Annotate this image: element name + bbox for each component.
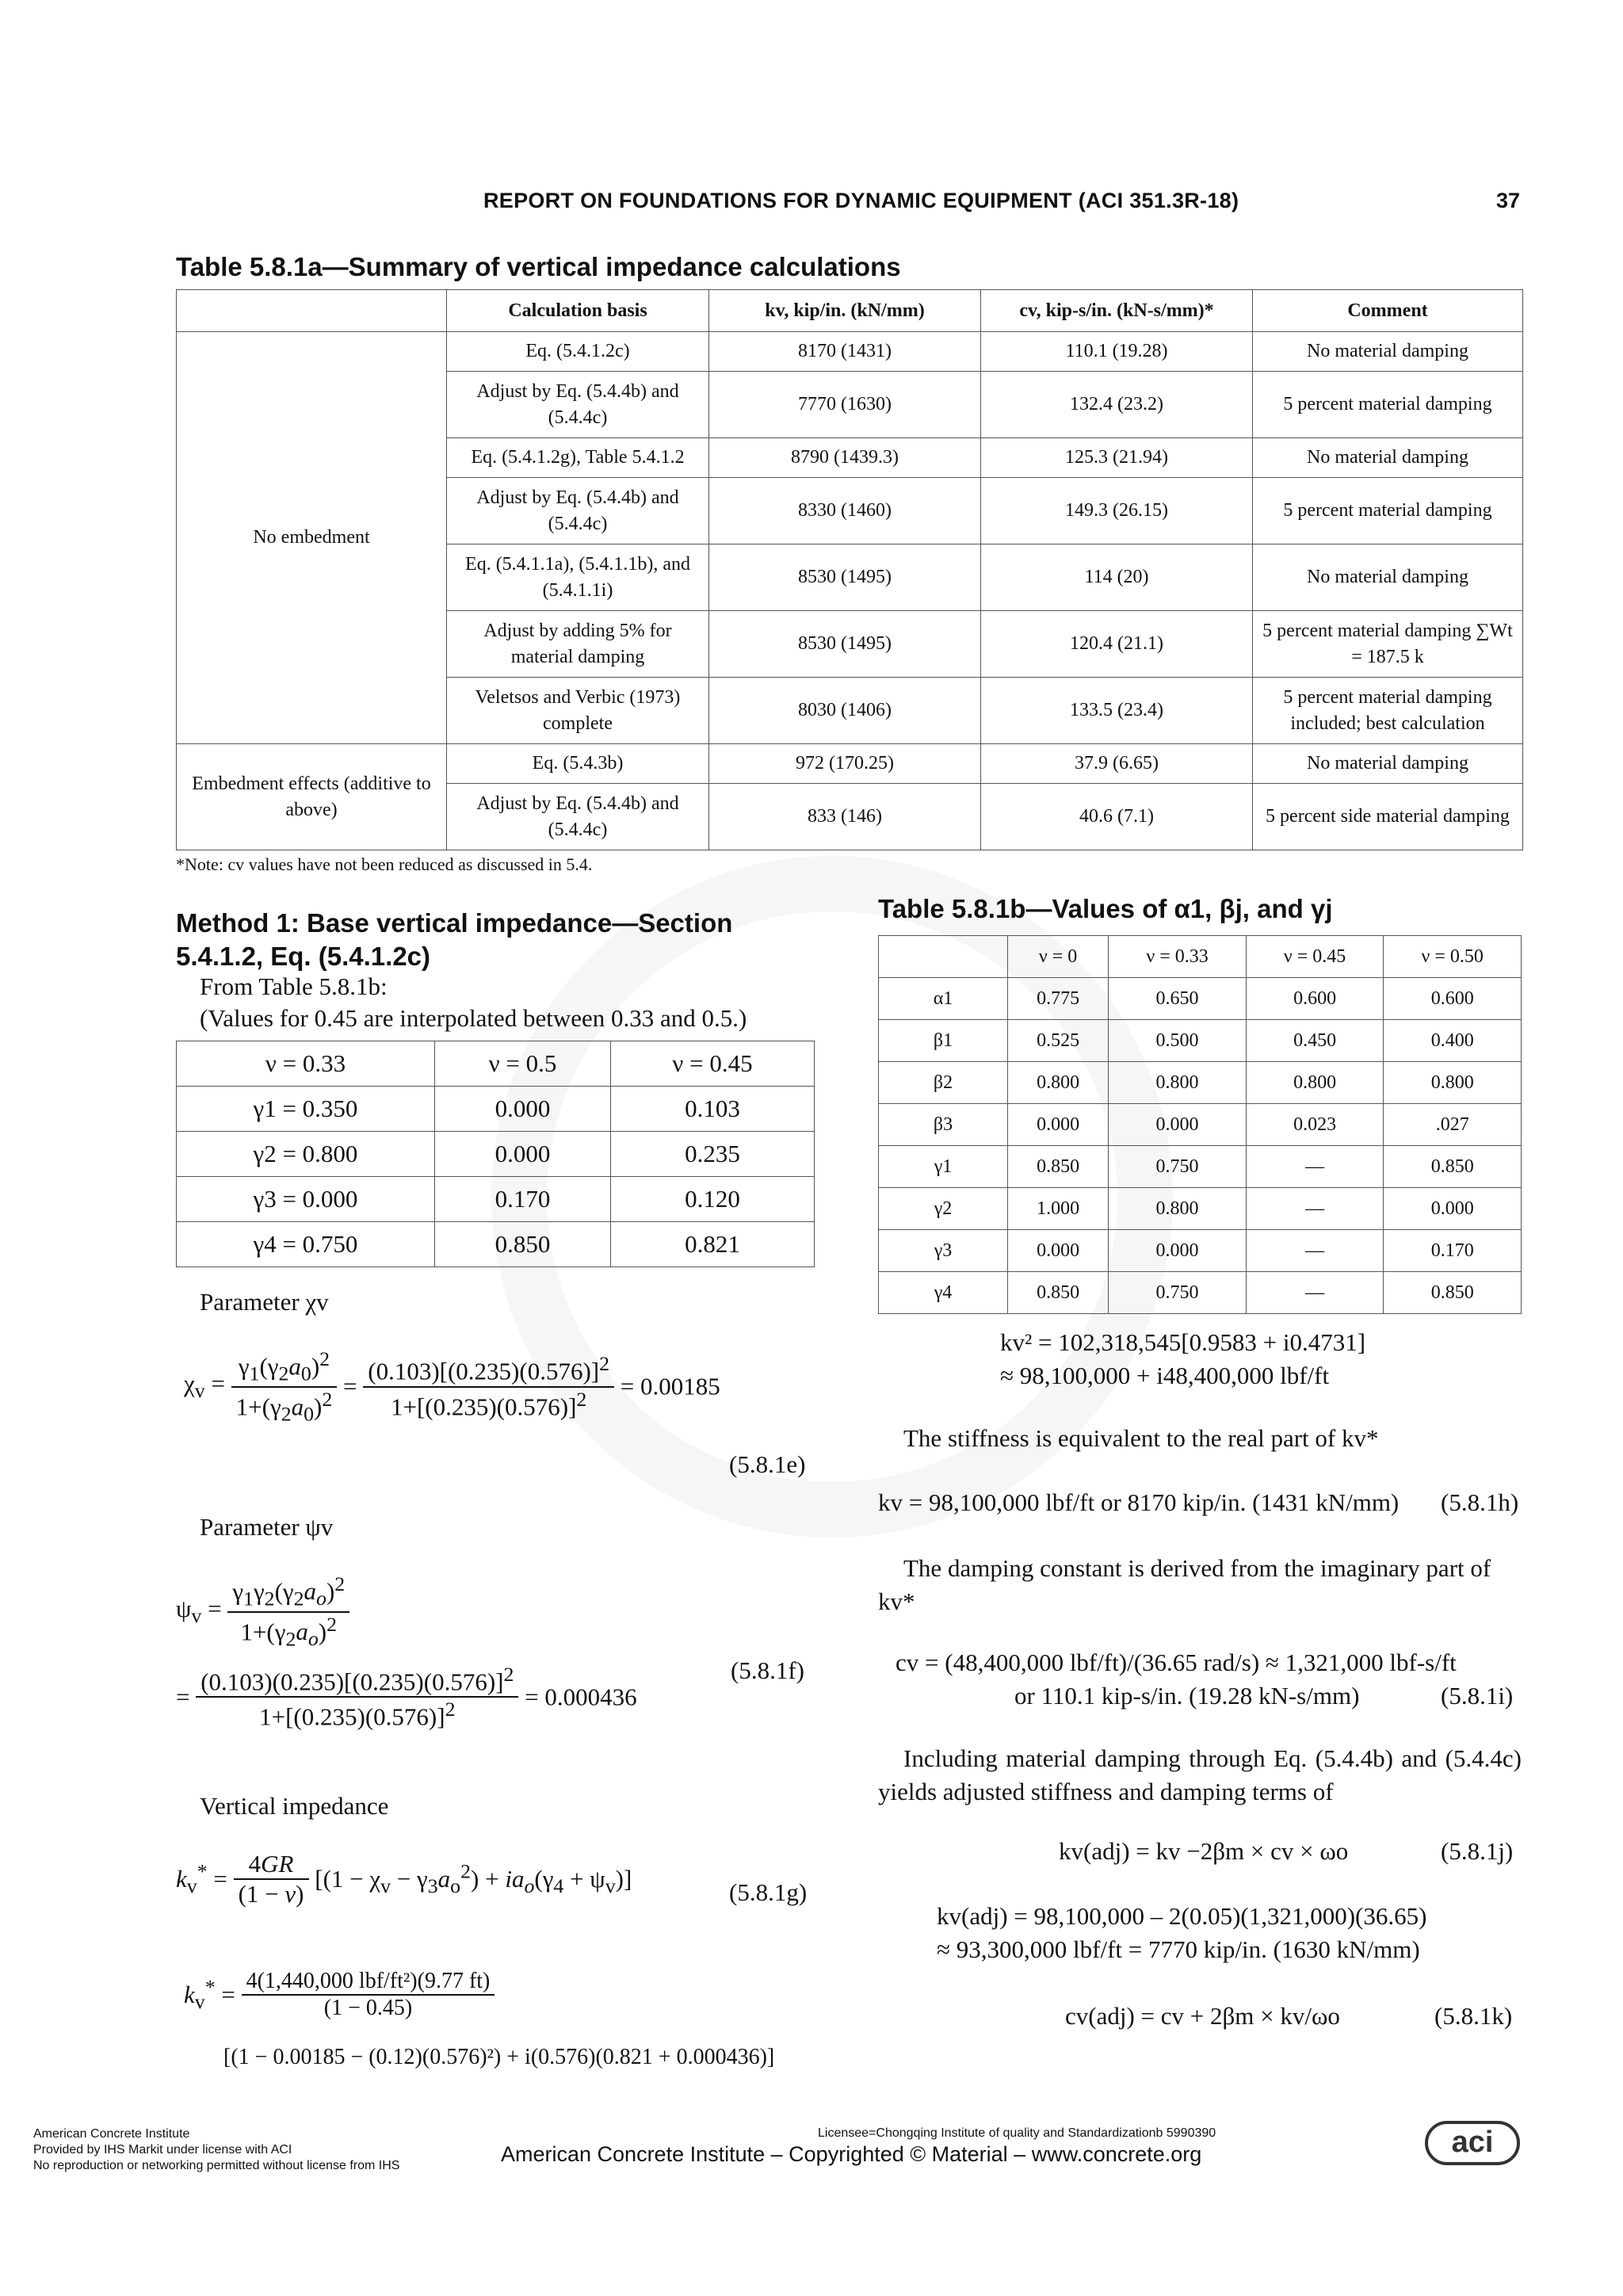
eq-number-k: (5.8.1k) bbox=[1434, 2002, 1513, 2030]
table-cell: 5 percent material damping ∑Wt = 187.5 k bbox=[1253, 611, 1523, 678]
footer-left-line: Provided by IHS Markit under license with ACI bbox=[33, 2143, 292, 2157]
table-cell: 5 percent side material damping bbox=[1253, 784, 1523, 850]
table-cell: 0.800 bbox=[1008, 1062, 1109, 1104]
t1-header-empty bbox=[177, 290, 447, 332]
table-cell: 0.170 bbox=[1384, 1230, 1522, 1272]
table-cell: γ1 = 0.350 bbox=[177, 1087, 435, 1132]
table-cell: — bbox=[1246, 1146, 1384, 1188]
table-cell: Adjust by Eq. (5.4.4b) and (5.4.4c) bbox=[447, 784, 709, 850]
table-cell: 0.800 bbox=[1109, 1188, 1247, 1230]
kv2-line1: kv² = 102,318,545[0.9583 + i0.4731] bbox=[1000, 1328, 1366, 1356]
table-cell: 8530 (1495) bbox=[709, 544, 981, 611]
table-cell: 8170 (1431) bbox=[709, 332, 981, 372]
coefficient-table bbox=[878, 935, 1522, 1314]
table-cell: 8330 (1460) bbox=[709, 478, 981, 544]
table-cell: 8530 (1495) bbox=[709, 611, 981, 678]
kv-numerator: 4(1,440,000 lbf/ft²)(9.77 ft) bbox=[242, 1969, 495, 1996]
table-cell: 149.3 (26.15) bbox=[981, 478, 1253, 544]
table-cell: γ1 bbox=[879, 1146, 1008, 1188]
table-cell: γ3 bbox=[879, 1230, 1008, 1272]
table-cell: 5 percent material damping bbox=[1253, 372, 1523, 438]
footer-left bbox=[33, 2126, 399, 2174]
kv-denominator: (1 − 0.45) bbox=[323, 1996, 413, 2020]
footer-left-line: American Concrete Institute bbox=[33, 2127, 190, 2141]
table-cell: 8790 (1439.3) bbox=[709, 438, 981, 478]
table-cell: 0.750 bbox=[1109, 1146, 1247, 1188]
table-cell: 125.3 (21.94) bbox=[981, 438, 1253, 478]
table-cell: β3 bbox=[879, 1104, 1008, 1146]
table-cell: 0.821 bbox=[611, 1222, 815, 1267]
cv-line1: cv = (48,400,000 lbf/ft)/(36.65 rad/s) ≈ 1,321,000 lbf-s/ft bbox=[896, 1648, 1457, 1676]
table-cell: Adjust by Eq. (5.4.4b) and (5.4.4c) bbox=[447, 478, 709, 544]
aci-logo-text: aci bbox=[1451, 2126, 1494, 2159]
table-cell: 0.850 bbox=[1008, 1146, 1109, 1188]
table-cell: 37.9 (6.65) bbox=[981, 744, 1253, 784]
table-cell: — bbox=[1246, 1188, 1384, 1230]
table-cell: 0.600 bbox=[1384, 978, 1522, 1020]
param-chi-label: Parameter χv bbox=[200, 1288, 329, 1316]
eq-number-h: (5.8.1h) bbox=[1441, 1488, 1519, 1516]
table-cell: 0.850 bbox=[1008, 1272, 1109, 1314]
table-cell: 0.600 bbox=[1246, 978, 1384, 1020]
equation-kv-star-value: $k_v^*$ = $\frac{\text{4(1,440,000 lbf/ft²)(9.77 ft)}}{(1 - 0.45)}$ bbox=[184, 1969, 495, 2021]
table-cell: 0.000 bbox=[1008, 1230, 1109, 1272]
table-cell: 7770 (1630) bbox=[709, 372, 981, 438]
table-cell: No material damping bbox=[1253, 544, 1523, 611]
table-cell: 0.023 bbox=[1246, 1104, 1384, 1146]
footer-left-line: No reproduction or networking permitted without license from IHS bbox=[33, 2159, 400, 2172]
t2-header: ν = 0 bbox=[1008, 936, 1109, 978]
table-cell: 5 percent material damping included; best calculation bbox=[1253, 678, 1523, 744]
t1-header-comment: Comment bbox=[1253, 290, 1523, 332]
t2-header bbox=[879, 936, 1008, 978]
table-cell: Eq. (5.4.1.2c) bbox=[447, 332, 709, 372]
table-cell: Eq. (5.4.1.1a), (5.4.1.1b), and (5.4.1.1i) bbox=[447, 544, 709, 611]
table-cell: 972 (170.25) bbox=[709, 744, 981, 784]
table1-note: *Note: cv values have not been reduced as discussed in 5.4. bbox=[176, 854, 593, 874]
table-cell: Eq. (5.4.1.2g), Table 5.4.1.2 bbox=[447, 438, 709, 478]
table-cell: 0.103 bbox=[611, 1087, 815, 1132]
equation-psi: $\psi_v$ = $\frac{\gamma_1\gamma_2(\gamma_2a_o)^2}{1+(\gamma_2a_o)^2}$ bbox=[176, 1572, 349, 1651]
damping-text: The damping constant is derived from the imaginary part of kv* bbox=[878, 1554, 1491, 1615]
table-cell: 8030 (1406) bbox=[709, 678, 981, 744]
eq-number-j: (5.8.1j) bbox=[1441, 1837, 1514, 1865]
table-cell: 132.4 (23.2) bbox=[981, 372, 1253, 438]
table-cell: 0.235 bbox=[611, 1132, 815, 1177]
t1-group-no-embedment: No embedment bbox=[177, 332, 447, 744]
table-cell: 0.170 bbox=[434, 1177, 610, 1222]
table-cell: 0.120 bbox=[611, 1177, 815, 1222]
table-cell: 0.775 bbox=[1008, 978, 1109, 1020]
table-cell: 0.800 bbox=[1246, 1062, 1384, 1104]
aci-logo bbox=[1425, 2121, 1520, 2165]
table-cell: Eq. (5.4.3b) bbox=[447, 744, 709, 784]
table-cell: 0.500 bbox=[1109, 1020, 1247, 1062]
cvadj-formula: cv(adj) = cv + 2βm × kv/ωo bbox=[1065, 2002, 1340, 2030]
t2-header: ν = 0.45 bbox=[1246, 936, 1384, 978]
table-cell: 0.000 bbox=[1384, 1188, 1522, 1230]
kv-line: kv = 98,100,000 lbf/ft or 8170 kip/in. (1431 kN/mm) bbox=[878, 1488, 1400, 1516]
table-cell: Adjust by Eq. (5.4.4b) and (5.4.4c) bbox=[447, 372, 709, 438]
eq-number-f: (5.8.1f) bbox=[731, 1656, 804, 1684]
table-cell: 133.5 (23.4) bbox=[981, 678, 1253, 744]
table-cell: Veletsos and Verbic (1973) complete bbox=[447, 678, 709, 744]
eq-number-e: (5.8.1e) bbox=[729, 1450, 806, 1478]
t2-header: ν = 0.50 bbox=[1384, 936, 1522, 978]
table-cell: γ3 = 0.000 bbox=[177, 1177, 435, 1222]
footer-center: American Concrete Institute – Copyrighted © Material – www.concrete.org bbox=[501, 2142, 1202, 2166]
table-cell: γ4 bbox=[879, 1272, 1008, 1314]
t1-header-basis: Calculation basis bbox=[447, 290, 709, 332]
table-cell: γ4 = 0.750 bbox=[177, 1222, 435, 1267]
table-cell: α1 bbox=[879, 978, 1008, 1020]
table-cell: 0.850 bbox=[1384, 1146, 1522, 1188]
table-cell: 0.000 bbox=[1008, 1104, 1109, 1146]
eq-number-g: (5.8.1g) bbox=[729, 1878, 808, 1906]
table-cell: 0.750 bbox=[1109, 1272, 1247, 1314]
table-cell: 0.525 bbox=[1008, 1020, 1109, 1062]
table-cell: 0.800 bbox=[1384, 1062, 1522, 1104]
kvadj-formula: kv(adj) = kv −2βm × cv × ωo bbox=[1059, 1837, 1349, 1865]
equation-kv-star: $k_v^*$ = $\frac{4GR}{(1 - v)}$ $[(1 - \chi_v - \gamma_3a_o^2) + ia_o(\gamma_4 + \psi_v)]$ bbox=[176, 1850, 632, 1908]
table-cell: 0.850 bbox=[434, 1222, 610, 1267]
method1-from: From Table 5.8.1b: bbox=[200, 972, 388, 1000]
table-cell: 833 (146) bbox=[709, 784, 981, 850]
table-cell: No material damping bbox=[1253, 332, 1523, 372]
table-cell: γ2 bbox=[879, 1188, 1008, 1230]
t1-header-cv: cv, kip-s/in. (kN-s/mm)* bbox=[981, 290, 1253, 332]
footer-license: Licensee=Chongqing Institute of quality and Standardizationb 5990390 bbox=[818, 2126, 1216, 2140]
table-cell: 1.000 bbox=[1008, 1188, 1109, 1230]
table-cell: .027 bbox=[1384, 1104, 1522, 1146]
table-cell: 0.000 bbox=[1109, 1230, 1247, 1272]
t2-header: ν = 0.33 bbox=[1109, 936, 1247, 978]
table-cell: — bbox=[1246, 1272, 1384, 1314]
table-cell: β2 bbox=[879, 1062, 1008, 1104]
table-cell: 0.000 bbox=[1109, 1104, 1247, 1146]
table-cell: 0.450 bbox=[1246, 1020, 1384, 1062]
table-cell: Adjust by adding 5% for material damping bbox=[447, 611, 709, 678]
table-cell: 120.4 (21.1) bbox=[981, 611, 1253, 678]
cv-line2: or 110.1 kip-s/in. (19.28 kN-s/mm) bbox=[1014, 1682, 1360, 1710]
t1-header-kv: kv, kip/in. (kN/mm) bbox=[709, 290, 981, 332]
chi-result: = 0.00185 bbox=[620, 1372, 720, 1400]
kvadj-line2: ≈ 93,300,000 lbf/ft = 7770 kip/in. (1630 kN/mm) bbox=[937, 1935, 1420, 1963]
eq-number-i: (5.8.1i) bbox=[1441, 1682, 1514, 1710]
interpolation-table bbox=[176, 1041, 815, 1267]
t3-header: ν = 0.5 bbox=[434, 1041, 610, 1087]
kv-bracket: [(1 − 0.00185 − (0.12)(0.576)²) + i(0.576)(0.821 + 0.000436)] bbox=[223, 2045, 775, 2069]
table-cell: 0.800 bbox=[1109, 1062, 1247, 1104]
vertical-impedance-table bbox=[176, 289, 1523, 850]
table-cell: 5 percent material damping bbox=[1253, 478, 1523, 544]
stiffness-text: The stiffness is equivalent to the real part of kv* bbox=[903, 1424, 1379, 1452]
table2-caption: Table 5.8.1b—Values of α1, βj, and γj bbox=[878, 894, 1333, 923]
page-number: 37 bbox=[1496, 189, 1521, 212]
kv2-line2: ≈ 98,100,000 + i48,400,000 lbf/ft bbox=[1000, 1362, 1330, 1389]
t3-header: ν = 0.33 bbox=[177, 1041, 435, 1087]
vertical-impedance-label: Vertical impedance bbox=[200, 1792, 389, 1820]
table-cell: 114 (20) bbox=[981, 544, 1253, 611]
t1-group-embedment: Embedment effects (additive to above) bbox=[177, 744, 447, 850]
psi-result: = 0.000436 bbox=[525, 1683, 637, 1711]
table-cell: 0.400 bbox=[1384, 1020, 1522, 1062]
method1-title: Method 1: Base vertical impedance—Section 5.4.1.2, Eq. (5.4.1.2c) bbox=[176, 908, 733, 971]
table-cell: 0.650 bbox=[1109, 978, 1247, 1020]
running-header: REPORT ON FOUNDATIONS FOR DYNAMIC EQUIPMENT (ACI 351.3R-18) bbox=[483, 189, 1239, 212]
table-cell: 0.000 bbox=[434, 1132, 610, 1177]
equation-psi-value: = $\frac{(0.103)(0.235)[(0.235)(0.576)]^2}{1+[(0.235)(0.576)]^2}$ = 0.000436 bbox=[176, 1663, 637, 1731]
table-cell: No material damping bbox=[1253, 438, 1523, 478]
param-psi-label: Parameter ψv bbox=[200, 1513, 334, 1541]
including-text: Including material damping through Eq. (5.4.4b) and (5.4.4c) yields adjusted stiffness and damping terms of bbox=[878, 1744, 1522, 1805]
table-cell: No material damping bbox=[1253, 744, 1523, 784]
table-cell: β1 bbox=[879, 1020, 1008, 1062]
table-cell: 0.000 bbox=[434, 1087, 610, 1132]
table-cell: 40.6 (7.1) bbox=[981, 784, 1253, 850]
t3-header: ν = 0.45 bbox=[611, 1041, 815, 1087]
table-cell: 110.1 (19.28) bbox=[981, 332, 1253, 372]
equation-chi: $\chi_v$ = $\frac{\gamma_1(\gamma_2a_0)^2}{1+(\gamma_2a_0)^2}$ = $\frac{(0.103)[(0.235)(0.576)]^2}{1+[(0.235)(0.576)]^2}$ = 0.00185 bbox=[184, 1347, 720, 1426]
table-cell: γ2 = 0.800 bbox=[177, 1132, 435, 1177]
kvadj-line1: kv(adj) = 98,100,000 – 2(0.05)(1,321,000)(36.65) bbox=[937, 1902, 1427, 1930]
method1-values-note: (Values for 0.45 are interpolated between 0.33 and 0.5.) bbox=[200, 1004, 747, 1032]
table-cell: 0.850 bbox=[1384, 1272, 1522, 1314]
table-cell: — bbox=[1246, 1230, 1384, 1272]
table1-caption: Table 5.8.1a—Summary of vertical impedance calculations bbox=[176, 252, 901, 281]
